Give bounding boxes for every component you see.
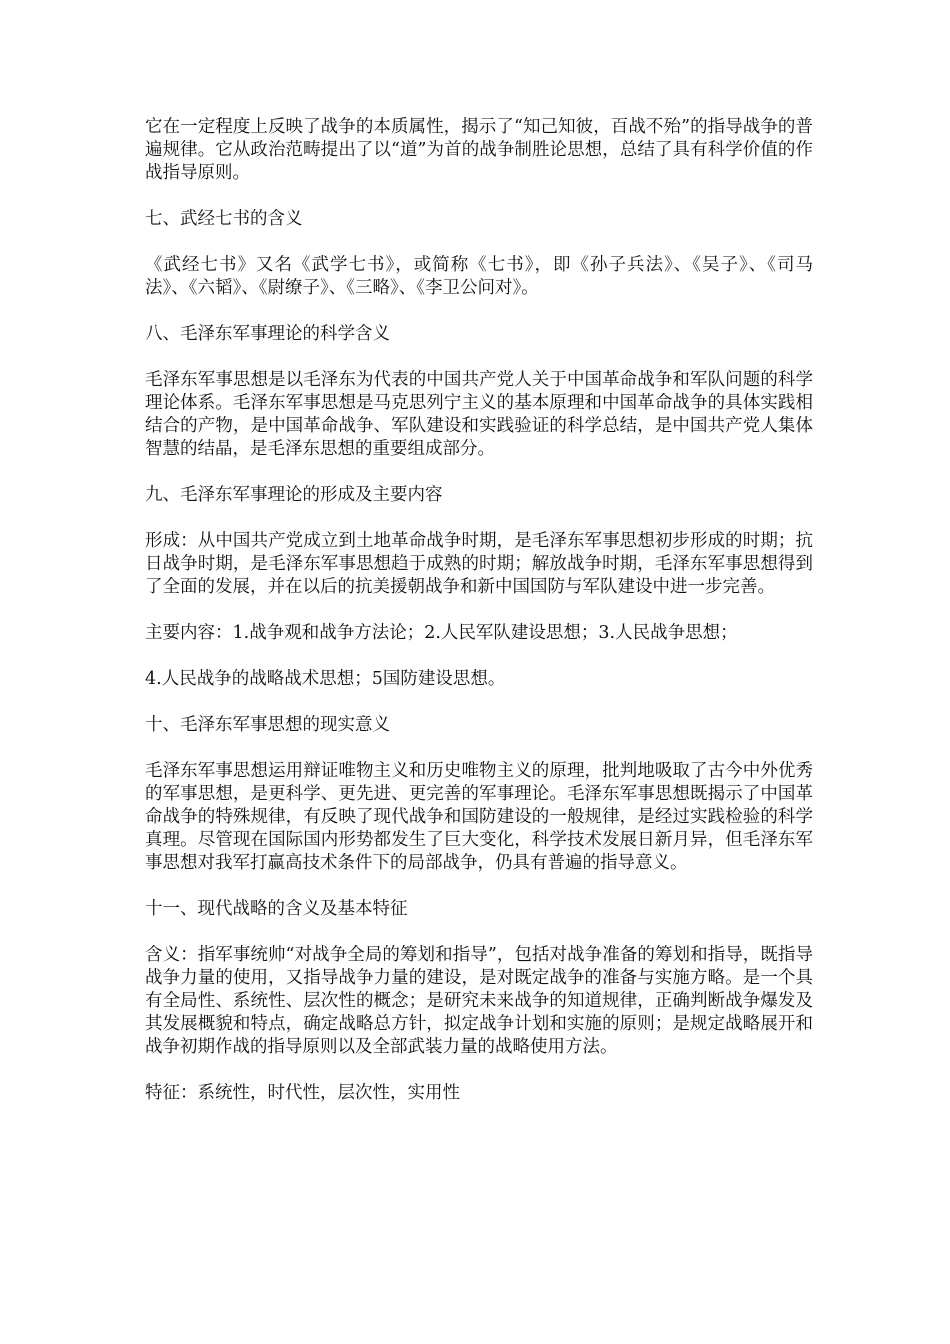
section-11-heading: 十一、现代战略的含义及基本特征 xyxy=(145,899,408,919)
section-8-heading: 八、毛泽东军事理论的科学含义 xyxy=(145,324,390,344)
section-9-heading: 九、毛泽东军事理论的形成及主要内容 xyxy=(145,485,443,505)
document-page xyxy=(145,116,813,1128)
section-9-content-paragraph: 主要内容：1.战争观和战争方法论；2.人民军队建设思想；3.人民战争思想； xyxy=(145,623,738,643)
section-11-features-paragraph: 特征：系统性，时代性，层次性，实用性 xyxy=(145,1083,460,1103)
intro-paragraph: 它在一定程度上反映了战争的本质属性，揭示了“知己知彼，百战不殆”的指导战争的普遍规律。它从政治范畴提出了以“道”为首的战争制胜论思想，总结了具有科学价值的作战指导原则。 xyxy=(145,117,813,183)
section-7-heading: 七、武经七书的含义 xyxy=(145,209,303,229)
section-7-paragraph: 《武经七书》又名《武学七书》，或简称《七书》，即《孙子兵法》、《吴子》、《司马法》、《六韬》、《尉缭子》、《三略》、《李卫公问对》。 xyxy=(145,255,813,298)
section-8-paragraph: 毛泽东军事思想是以毛泽东为代表的中国共产党人关于中国革命战争和军队问题的科学理论体系。毛泽东军事思想是马克思列宁主义的基本原理和中国革命战争的具体实践相结合的产物，是中国革命战争、军队建设和实践验证的科学总结，是中国共产党人集体智慧的结晶，是毛泽东思想的重要组成部分。 xyxy=(145,370,813,459)
section-10-heading: 十、毛泽东军事思想的现实意义 xyxy=(145,715,390,735)
section-10-paragraph: 毛泽东军事思想运用辩证唯物主义和历史唯物主义的原理，批判地吸取了古今中外优秀的军事思想，是更科学、更先进、更完善的军事理论。毛泽东军事思想既揭示了中国革命战争的特殊规律，有反映了现代战争和国防建设的一般规律，是经过实践检验的科学真理。尽管现在国际国内形势都发生了巨大变化，科学技术发展日新月异，但毛泽东军事思想对我军打赢高技术条件下的局部战争，仍具有普遍的指导意义。 xyxy=(145,761,813,873)
section-9-formation-paragraph: 形成：从中国共产党成立到土地革命战争时期，是毛泽东军事思想初步形成的时期；抗日战争时期，是毛泽东军事思想趋于成熟的时期；解放战争时期，毛泽东军事思想得到了全面的发展，并在以后的抗美援朝战争和新中国国防与军队建设中进一步完善。 xyxy=(145,531,813,597)
section-11-meaning-paragraph: 含义：指军事统帅“对战争全局的筹划和指导”，包括对战争准备的筹划和指导，既指导战争力量的使用，又指导战争力量的建设，是对既定战争的准备与实施方略。是一个具有全局性、系统性、层次性的概念；是研究未来战争的知道规律，正确判断战争爆发及其发展概貌和特点，确定战略总方针，拟定战争计划和实施的原则；是规定战略展开和战争初期作战的指导原则以及全部武装力量的战略使用方法。 xyxy=(145,945,813,1057)
section-9-content-continued: 4.人民战争的战略战术思想；5国防建设思想。 xyxy=(145,669,506,689)
